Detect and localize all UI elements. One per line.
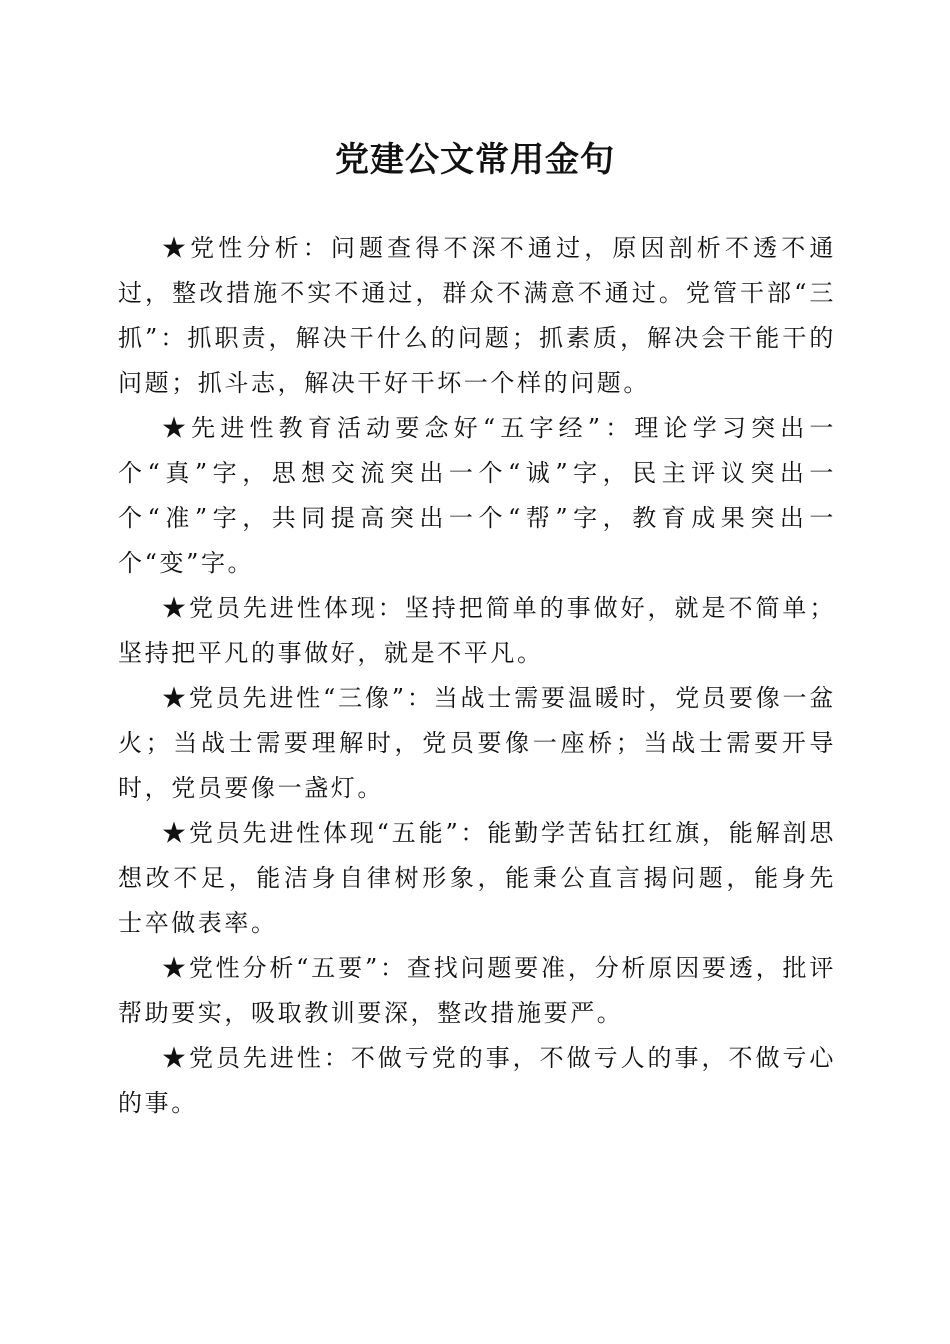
document-title: 党建公文常用金句 bbox=[335, 140, 615, 180]
paragraph-party-member-advanced-nature: ★党员先进性：不做亏党的事，不做亏人的事，不做亏心的事。 bbox=[118, 1044, 836, 1117]
paragraph-party-spirit-analysis: ★党性分析：问题查得不深不通过，原因剖析不透不通过，整改措施不实不通过，群众不满意不通过。党管干部“三抓”：抓职责，解决干什么的问题；抓素质，解决会干能干的问题；抓斗志，解决干好干坏一个样的问题。 bbox=[118, 234, 836, 397]
document-body bbox=[118, 226, 836, 1126]
paragraph-five-abilities: ★党员先进性体现“五能”：能勤学苦钻扛红旗，能解剖思想改不足，能洁身自律树形象，能秉公直言揭问题，能身先士卒做表率。 bbox=[118, 819, 836, 937]
paragraph-five-musts: ★党性分析“五要”：查找问题要准，分析原因要透，批评帮助要实，吸取教训要深，整改措施要严。 bbox=[118, 954, 836, 1027]
paragraph-advanced-nature-embodiment: ★党员先进性体现：坚持把简单的事做好，就是不简单；坚持把平凡的事做好，就是不平凡。 bbox=[118, 594, 836, 667]
paragraph-five-character-classic: ★先进性教育活动要念好“五字经”：理论学习突出一个“真”字，思想交流突出一个“诚”字，民主评议突出一个“准”字，共同提高突出一个“帮”字，教育成果突出一个“变”字。 bbox=[118, 414, 836, 577]
paragraph-three-likes: ★党员先进性“三像”：当战士需要温暖时，党员要像一盆火；当战士需要理解时，党员要像一座桥；当战士需要开导时，党员要像一盏灯。 bbox=[118, 684, 836, 802]
